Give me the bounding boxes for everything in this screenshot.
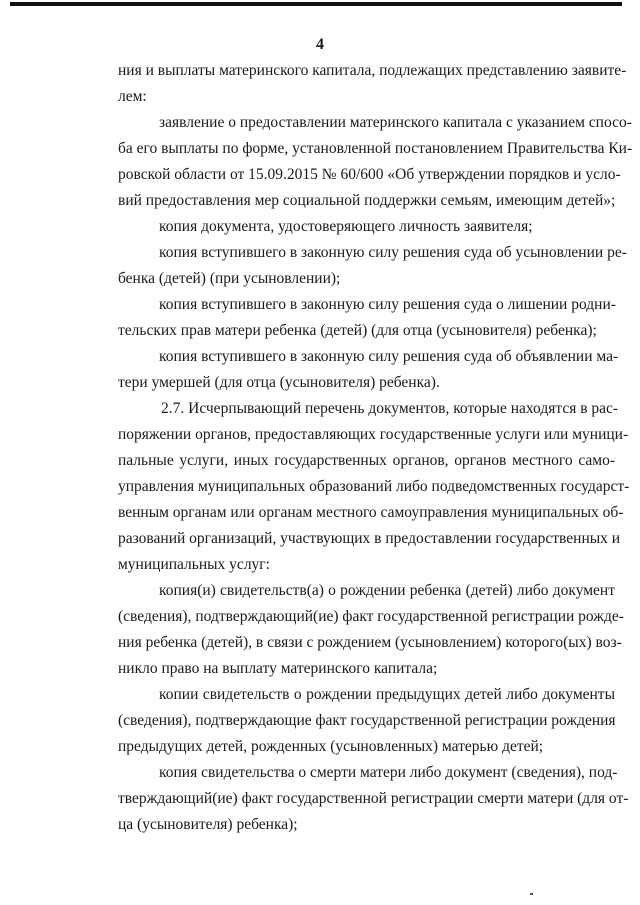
text-line: никло право на выплату материнского капитала; <box>118 660 438 677</box>
text-line: венным органам или органам местного самоуправления муниципальных об- <box>118 504 624 521</box>
text-line: копия(и) свидетельств(а) о рождении ребенка (детей) либо документ <box>159 582 615 599</box>
text-line: копия документа, удостоверяющего личность заявителя; <box>159 218 533 235</box>
text-line: копия вступившего в законную силу решения суда о лишении родни- <box>159 296 616 313</box>
text-line: предыдущих детей, рожденных (усыновленных) матерью детей; <box>118 738 544 755</box>
text-line: бенка (детей) (при усыновлении); <box>118 270 341 287</box>
text-line: заявление о предоставлении материнского капитала с указанием спосо- <box>159 114 632 131</box>
text-line: муниципальных услуг: <box>118 556 270 573</box>
text-line: копия свидетельства о смерти матери либо документ (сведения), под- <box>159 764 618 781</box>
text-line: поряжении органов, предоставляющих государственные услуги или муници- <box>118 426 629 443</box>
top-rule <box>10 2 622 6</box>
text-line: (сведения), подтверждающие факт государственной регистрации рождения <box>118 712 616 729</box>
text-line: копии свидетельств о рождении предыдущих детей либо документы <box>159 686 615 703</box>
page-number: 4 <box>316 36 324 53</box>
text-line: копия вступившего в законную силу решения суда об усыновлении ре- <box>159 244 627 261</box>
text-line: ца (усыновителя) ребенка); <box>118 816 298 833</box>
text-line: разований организаций, участвующих в предоставлении государственных и <box>118 530 621 547</box>
scan-speck <box>530 893 533 895</box>
text-line: пальные услуги, иных государственных органов, органов местного само- <box>118 452 615 469</box>
text-line: копия вступившего в законную силу решения суда об объявлении ма- <box>159 348 619 365</box>
text-line: тери умершей (для отца (усыновителя) ребенка). <box>118 374 440 391</box>
text-line: управления муниципальных образований либо подведомственных государст- <box>118 478 630 495</box>
text-line: ба его выплаты по форме, установленной постановлением Правительства Ки- <box>118 140 633 157</box>
text-line: ния и выплаты материнского капитала, подлежащих представлению заявите- <box>118 62 627 79</box>
text-line: лем: <box>118 88 147 105</box>
text-line: 2.7. Исчерпывающий перечень документов, которые находятся в рас- <box>161 400 619 417</box>
text-line: вий предоставления мер социальной поддержки семьям, имеющим детей»; <box>118 192 616 209</box>
text-line: тверждающий(ие) факт государственной регистрации смерти матери (для от- <box>118 790 629 807</box>
document-body <box>118 58 633 838</box>
text-line: тельских прав матери ребенка (детей) (для отца (усыновителя) ребенка); <box>118 322 597 339</box>
text-line: (сведения), подтверждающий(ие) факт государственной регистрации рожде- <box>118 608 624 625</box>
text-line: ровской области от 15.09.2015 № 60/600 «Об утверждении порядков и усло- <box>118 166 621 183</box>
text-line: ния ребенка (детей), в связи с рождением (усыновлением) которого(ых) воз- <box>118 634 622 651</box>
